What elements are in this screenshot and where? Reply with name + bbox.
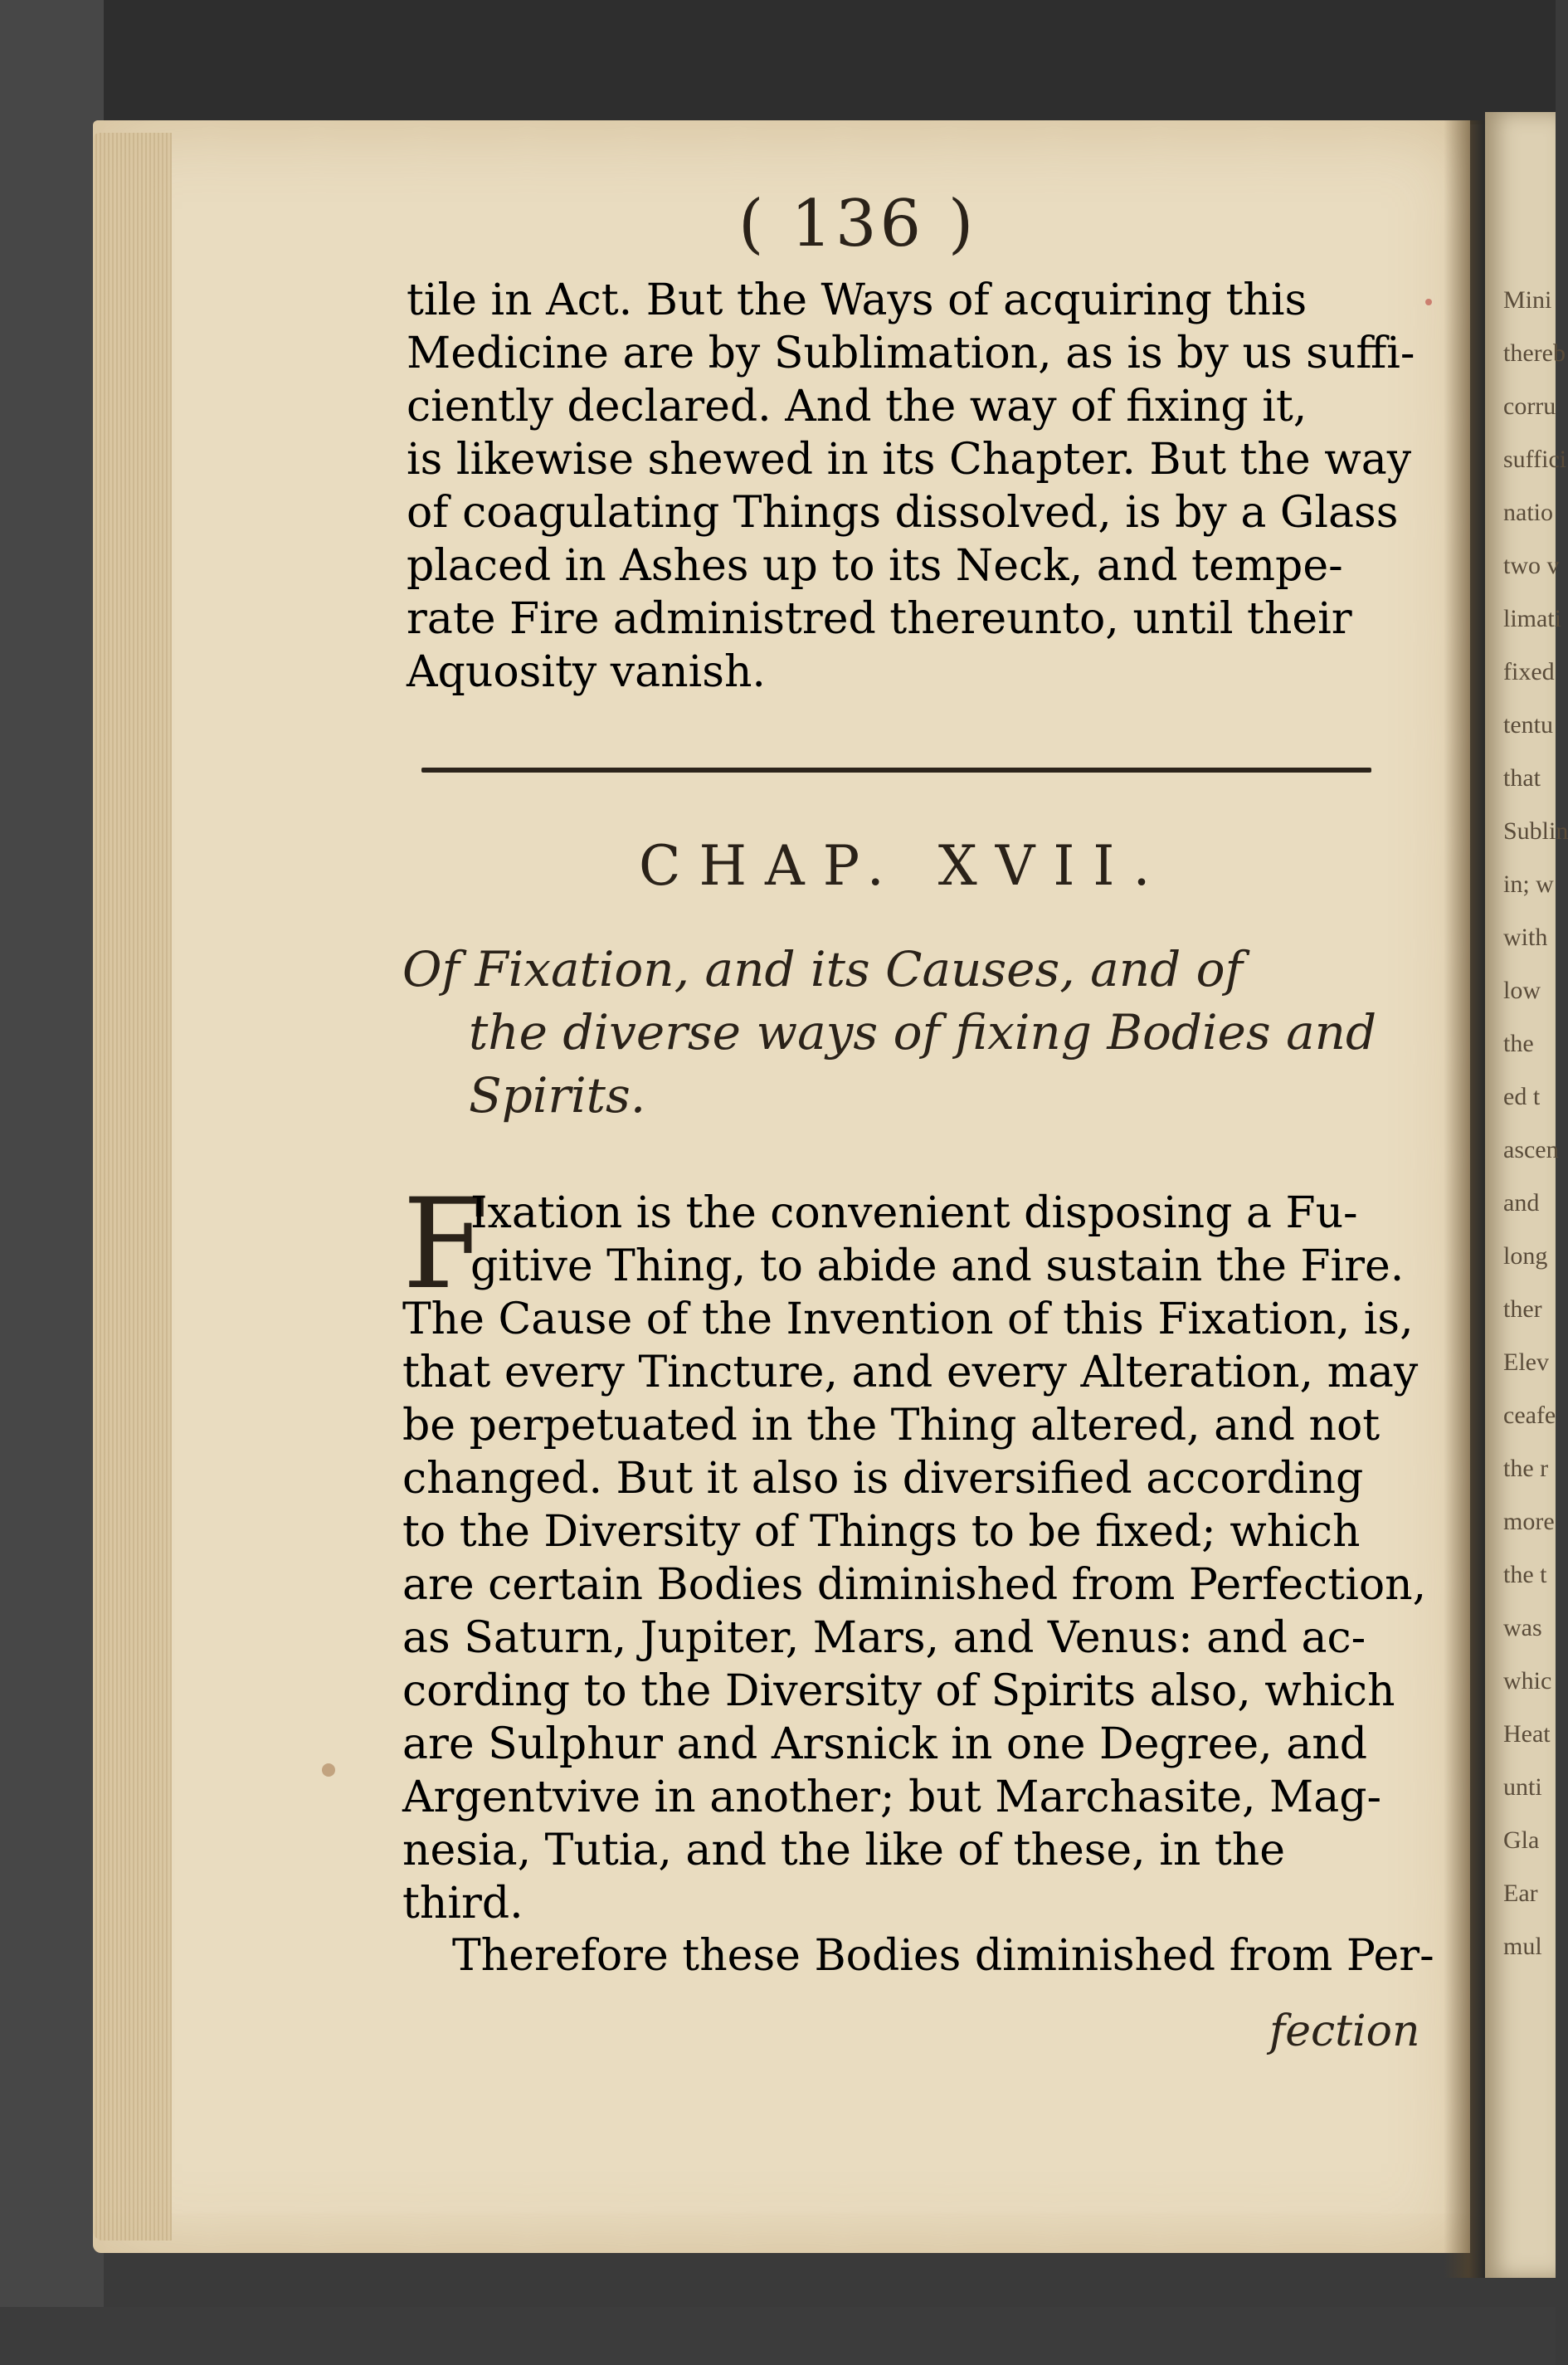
text-line: that every Tincture, and every Alteration, may bbox=[402, 1348, 1419, 1397]
book-gutter bbox=[1444, 120, 1485, 2278]
paragraph-2 bbox=[402, 1187, 1427, 1930]
text-line: Argentvive in another; but Marchasite, Mag- bbox=[402, 1773, 1382, 1822]
page-number: ( 136 ) bbox=[738, 187, 977, 261]
text-line: Medicine are by Sublimation, as is by us suffi- bbox=[407, 329, 1415, 378]
section-divider bbox=[421, 768, 1371, 773]
facing-page-fragment: and bbox=[1503, 1189, 1540, 1217]
catchword: fection bbox=[1269, 2007, 1420, 2056]
text-line: are Sulphur and Arsnick in one Degree, and bbox=[402, 1719, 1367, 1769]
facing-page-fragment: more bbox=[1503, 1508, 1555, 1535]
facing-page-fragment: whic bbox=[1503, 1667, 1552, 1695]
subtitle-line: the diverse ways of fixing Bodies and bbox=[469, 1004, 1377, 1061]
subtitle-line: Of Fixation, and its Causes, and of bbox=[402, 941, 1244, 997]
paragraph-1 bbox=[407, 274, 1415, 699]
facing-page-fragment: ther bbox=[1503, 1295, 1542, 1323]
drop-cap: F bbox=[402, 1173, 489, 1317]
facing-page-fragment: Ear bbox=[1503, 1880, 1538, 1907]
text-line: of coagulating Things dissolved, is by a Glass bbox=[407, 488, 1399, 538]
facing-page-fragment: fixed bbox=[1503, 658, 1555, 685]
facing-page-fragment: ascen bbox=[1503, 1136, 1559, 1163]
text-line: tile in Act. But the Ways of acquiring this bbox=[407, 276, 1307, 325]
page-edges bbox=[93, 133, 172, 2241]
text-line: placed in Ashes up to its Neck, and tempe- bbox=[407, 541, 1343, 591]
scan-background-left bbox=[0, 0, 104, 2365]
text-line: as Saturn, Jupiter, Mars, and Venus: and ac- bbox=[402, 1613, 1366, 1663]
text-line: to the Diversity of Things to be fixed; which bbox=[402, 1507, 1361, 1557]
text-line: Aquosity vanish. bbox=[407, 647, 766, 697]
facing-page-fragment: long bbox=[1503, 1242, 1548, 1270]
facing-page-fragment: in; w bbox=[1503, 870, 1554, 898]
facing-page-fragment: the t bbox=[1503, 1561, 1547, 1588]
chapter-heading: CHAP. XVII. bbox=[639, 834, 1169, 898]
facing-page-fragment: Gla bbox=[1503, 1826, 1540, 1854]
facing-page-fragment: Sublin bbox=[1503, 817, 1568, 845]
facing-page-fragment: unti bbox=[1503, 1773, 1542, 1801]
facing-page-fragment: was bbox=[1503, 1614, 1542, 1641]
facing-page-fragment: corru bbox=[1503, 393, 1556, 420]
chapter-subtitle bbox=[402, 938, 1381, 1127]
text-line: is likewise shewed in its Chapter. But the way bbox=[407, 435, 1412, 485]
subtitle-line: Spirits. bbox=[469, 1067, 646, 1124]
scan-background-bottom bbox=[0, 2307, 1556, 2365]
facing-page-fragment: suffici bbox=[1503, 446, 1567, 473]
text-line: third. bbox=[402, 1879, 523, 1929]
text-line: rate Fire administred thereunto, until their bbox=[407, 594, 1352, 644]
scan-background-top bbox=[0, 0, 1556, 124]
text-line: The Cause of the Invention of this Fixation, is, bbox=[402, 1295, 1414, 1344]
text-line: be perpetuated in the Thing altered, and not bbox=[402, 1401, 1381, 1451]
text-line: gitive Thing, to abide and sustain the Fire. bbox=[470, 1241, 1405, 1291]
text-line: nesia, Tutia, and the like of these, in the bbox=[402, 1826, 1286, 1875]
paragraph-3 bbox=[452, 1929, 1434, 1982]
text-line: changed. But it also is diversified according bbox=[402, 1454, 1364, 1504]
facing-page-fragment: mul bbox=[1503, 1933, 1542, 1960]
facing-page-fragment: Mini bbox=[1503, 286, 1552, 314]
facing-page-fragment: two v bbox=[1503, 552, 1560, 579]
facing-page-fragment: Elev bbox=[1503, 1348, 1549, 1376]
facing-page-fragment: the bbox=[1503, 1030, 1534, 1057]
text-line: Therefore these Bodies diminished from Per- bbox=[452, 1931, 1434, 1981]
facing-page-fragment: thereb bbox=[1503, 339, 1566, 367]
paper-stain bbox=[1425, 299, 1432, 305]
text-line: cording to the Diversity of Spirits also, which bbox=[402, 1666, 1395, 1716]
facing-page-fragment: the r bbox=[1503, 1455, 1549, 1482]
facing-page-fragment: limati bbox=[1503, 605, 1561, 632]
facing-page-fragment: natio bbox=[1503, 499, 1553, 526]
facing-page-fragment: ed t bbox=[1503, 1083, 1541, 1110]
facing-page-fragment: Heat bbox=[1503, 1720, 1551, 1748]
facing-page-fragment: that bbox=[1503, 764, 1541, 792]
text-line: Ixation is the convenient disposing a Fu- bbox=[470, 1188, 1358, 1238]
facing-page-fragment: with bbox=[1503, 924, 1548, 951]
paper-stain bbox=[322, 1763, 335, 1777]
text-line: are certain Bodies diminished from Perfection, bbox=[402, 1560, 1427, 1610]
facing-page-fragment: ceafe bbox=[1503, 1402, 1556, 1429]
facing-page-fragment: low bbox=[1503, 977, 1541, 1004]
facing-page-fragment: tentu bbox=[1503, 711, 1553, 739]
text-line: ciently declared. And the way of fixing it, bbox=[407, 382, 1307, 432]
